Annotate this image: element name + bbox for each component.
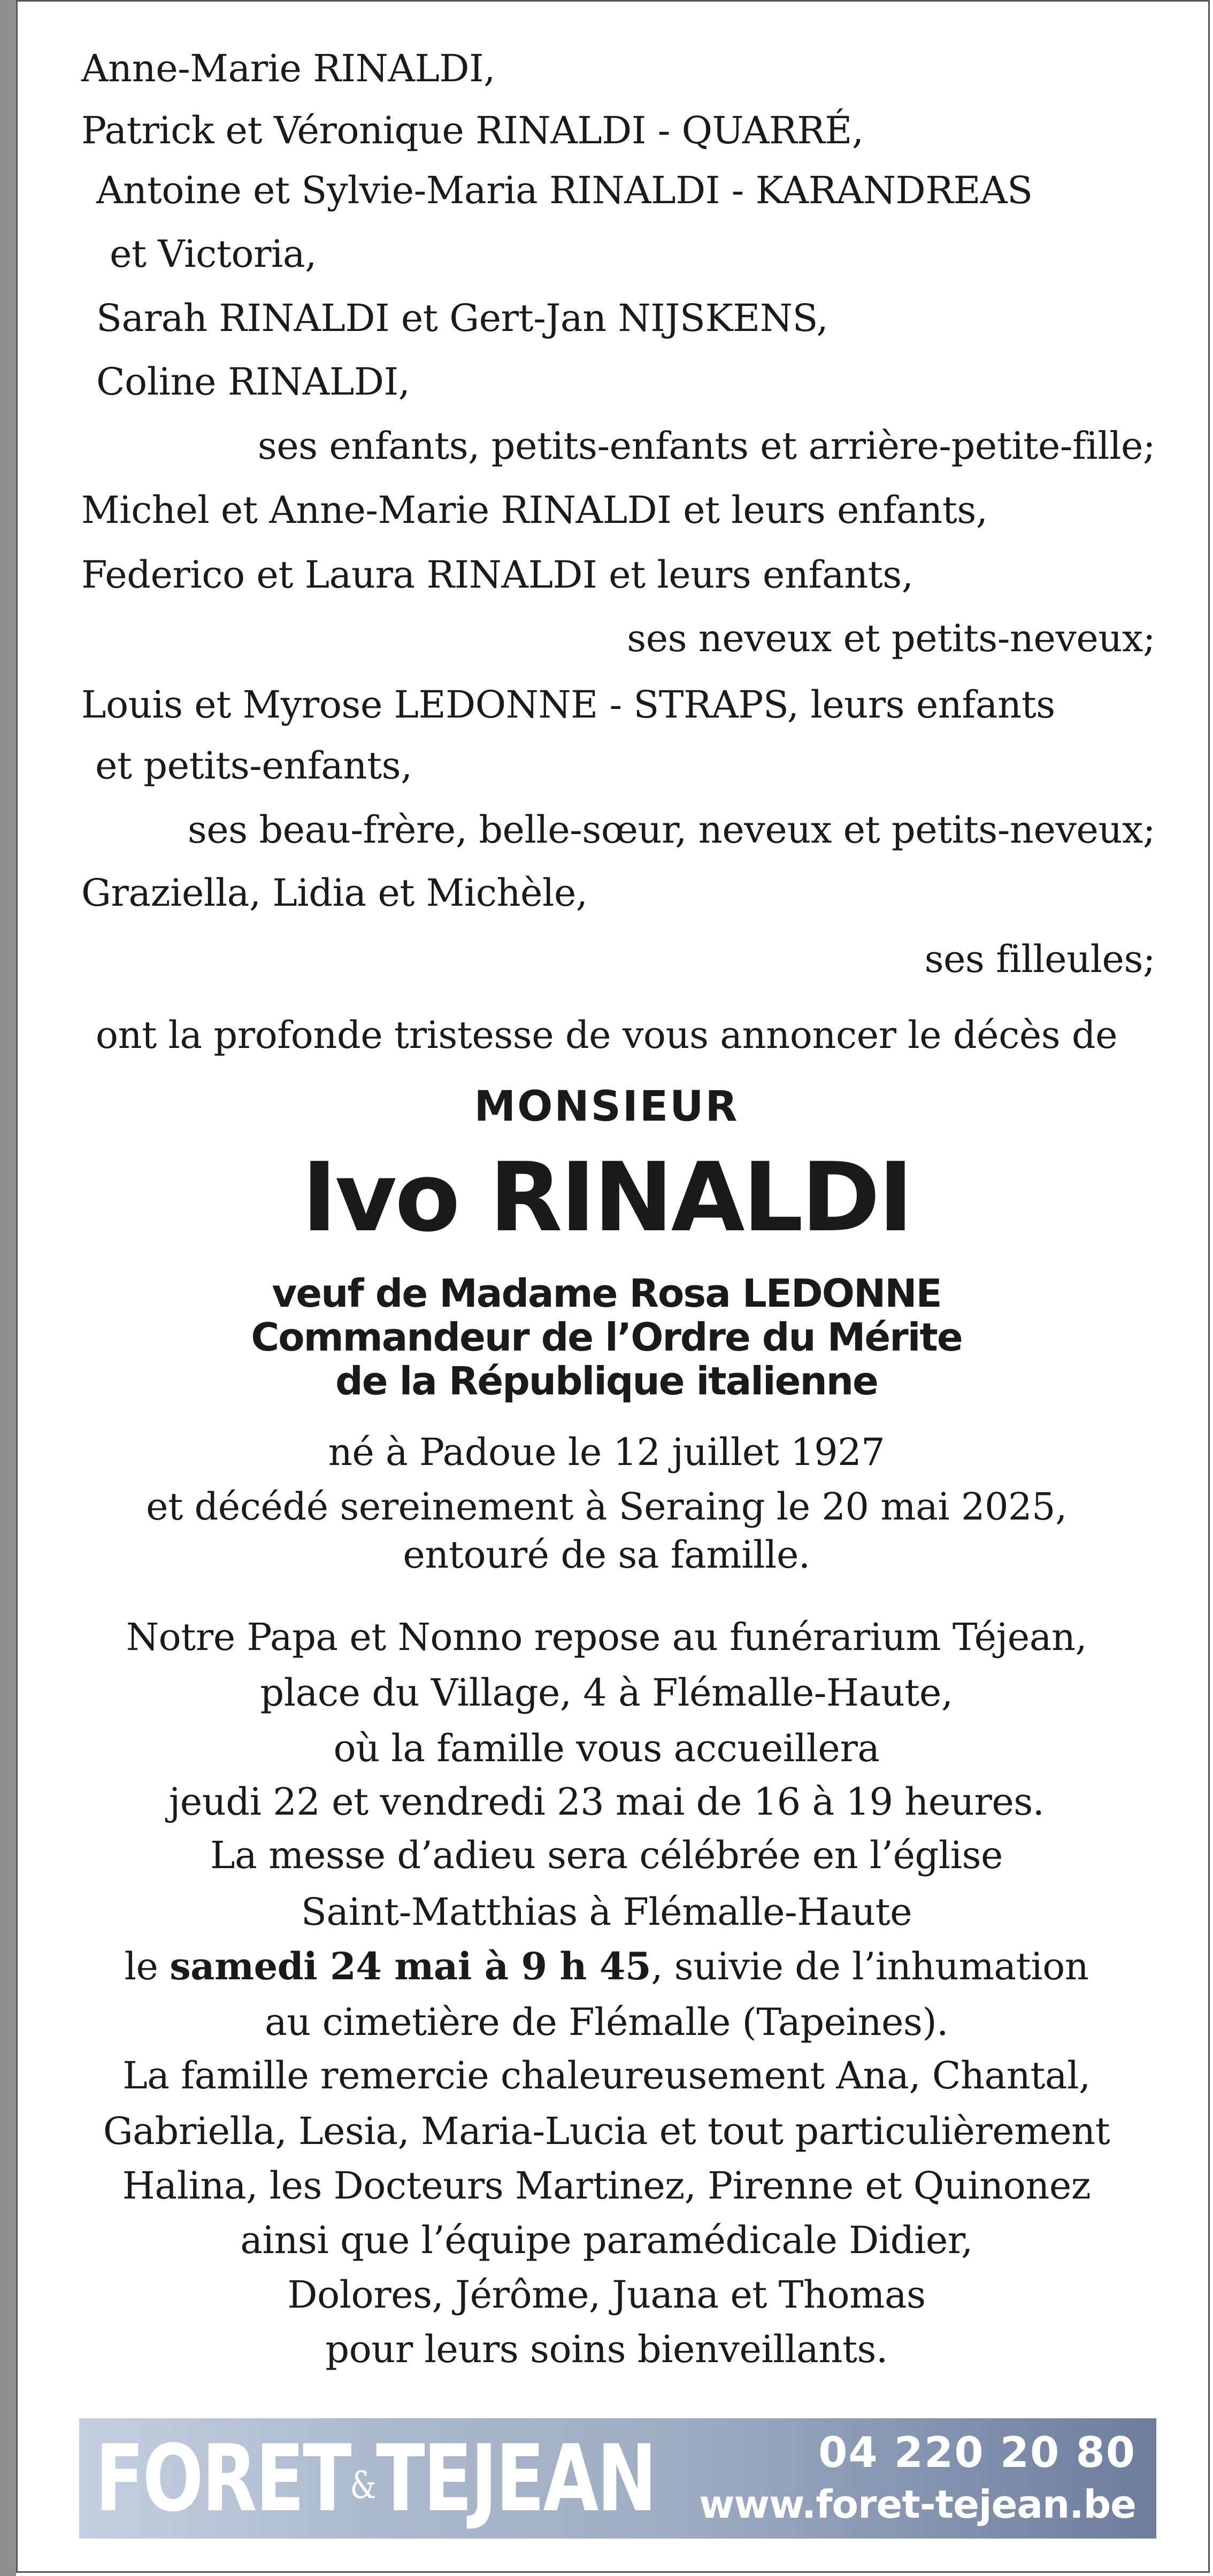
detail-line: place du Village, 4 à Flémalle-Haute,	[260, 1671, 953, 1715]
detail-line: jeudi 22 et vendredi 23 mai de 16 à 19 heures.	[168, 1780, 1045, 1824]
closing-line: ainsi que l’équipe paramédicale Didier,	[240, 2218, 973, 2262]
title-line: Commandeur de l’Ordre du Mérite	[251, 1315, 962, 1360]
title-line: veuf de Madame Rosa LEDONNE	[272, 1271, 941, 1316]
family-line: Patrick et Véronique RINALDI - QUARRÉ,	[81, 109, 864, 152]
family-line: Michel et Anne-Marie RINALDI et leurs enfants,	[81, 488, 988, 532]
closing-line: au cimetière de Flémalle (Tapeines).	[265, 2000, 948, 2044]
closing-line: Dolores, Jérôme, Juana et Thomas	[287, 2273, 926, 2317]
logo-right: TEJEAN	[376, 2425, 656, 2532]
family-line: et petits-enfants,	[95, 744, 412, 788]
family-line: Coline RINALDI,	[96, 360, 410, 404]
family-relation: ses filleules;	[924, 937, 1155, 981]
family-relation: ses beau-frère, belle-sœur, neveux et petits-neveux;	[187, 808, 1155, 852]
family-line: Antoine et Sylvie-Maria RINALDI - KARANDREAS	[96, 168, 1033, 212]
funeral-home-logo	[95, 2425, 656, 2536]
death-date: et décédé sereinement à Seraing le 20 mai 2025,	[146, 1485, 1067, 1529]
logo-left: FORET	[95, 2425, 350, 2532]
family-line: Federico et Laura RINALDI et leurs enfants,	[81, 553, 913, 597]
family-relation: ses neveux et petits-neveux;	[627, 616, 1155, 660]
deceased-name: Ivo RINALDI	[302, 1142, 911, 1253]
announcement-text: ont la profonde tristesse de vous annoncer le décès de	[95, 1013, 1118, 1057]
mass-line	[0, 1941, 1213, 1992]
detail-line: où la famille vous accueillera	[333, 1726, 880, 1770]
mass-suffix: , suivie de l’inhumation	[651, 1945, 1089, 1988]
closing-line: La famille remercie chaleureusement Ana, Chantal,	[122, 2054, 1091, 2097]
website-link[interactable]: www.foret-tejean.be	[698, 2482, 1136, 2527]
family-line: et Victoria,	[110, 232, 317, 276]
title-line: de la République italienne	[335, 1359, 878, 1403]
closing-line: pour leurs soins bienveillants.	[325, 2327, 888, 2371]
detail-line: Saint-Matthias à Flémalle-Haute	[301, 1890, 912, 1934]
family-line: Anne-Marie RINALDI,	[81, 47, 495, 90]
mass-date: samedi 24 mai à 9 h 45	[170, 1944, 651, 1988]
family-line: Sarah RINALDI et Gert-Jan NIJSKENS,	[96, 296, 828, 340]
birth-date: né à Padoue le 12 juillet 1927	[328, 1430, 885, 1474]
death-note: entouré de sa famille.	[403, 1533, 810, 1577]
closing-line: Gabriella, Lesia, Maria-Lucia et tout particulièrement	[103, 2109, 1110, 2153]
detail-line: La messe d’adieu sera célébrée en l’église	[210, 1833, 1003, 1877]
mass-prefix: le	[124, 1945, 170, 1988]
closing-line: Halina, les Docteurs Martinez, Pirenne et Quinonez	[122, 2164, 1091, 2208]
detail-line: Notre Papa et Nonno repose au funérarium Téjean,	[126, 1615, 1087, 1659]
honorific: MONSIEUR	[474, 1083, 739, 1131]
logo-ampersand: &	[350, 2463, 377, 2508]
phone-number: 04 220 20 80	[818, 2429, 1136, 2477]
family-line: Louis et Myrose LEDONNE - STRAPS, leurs enfants	[81, 683, 1055, 727]
family-line: Graziella, Lidia et Michèle,	[81, 871, 588, 915]
funeral-home-banner	[79, 2418, 1156, 2539]
family-relation: ses enfants, petits-enfants et arrière-petite-fille;	[257, 424, 1155, 468]
